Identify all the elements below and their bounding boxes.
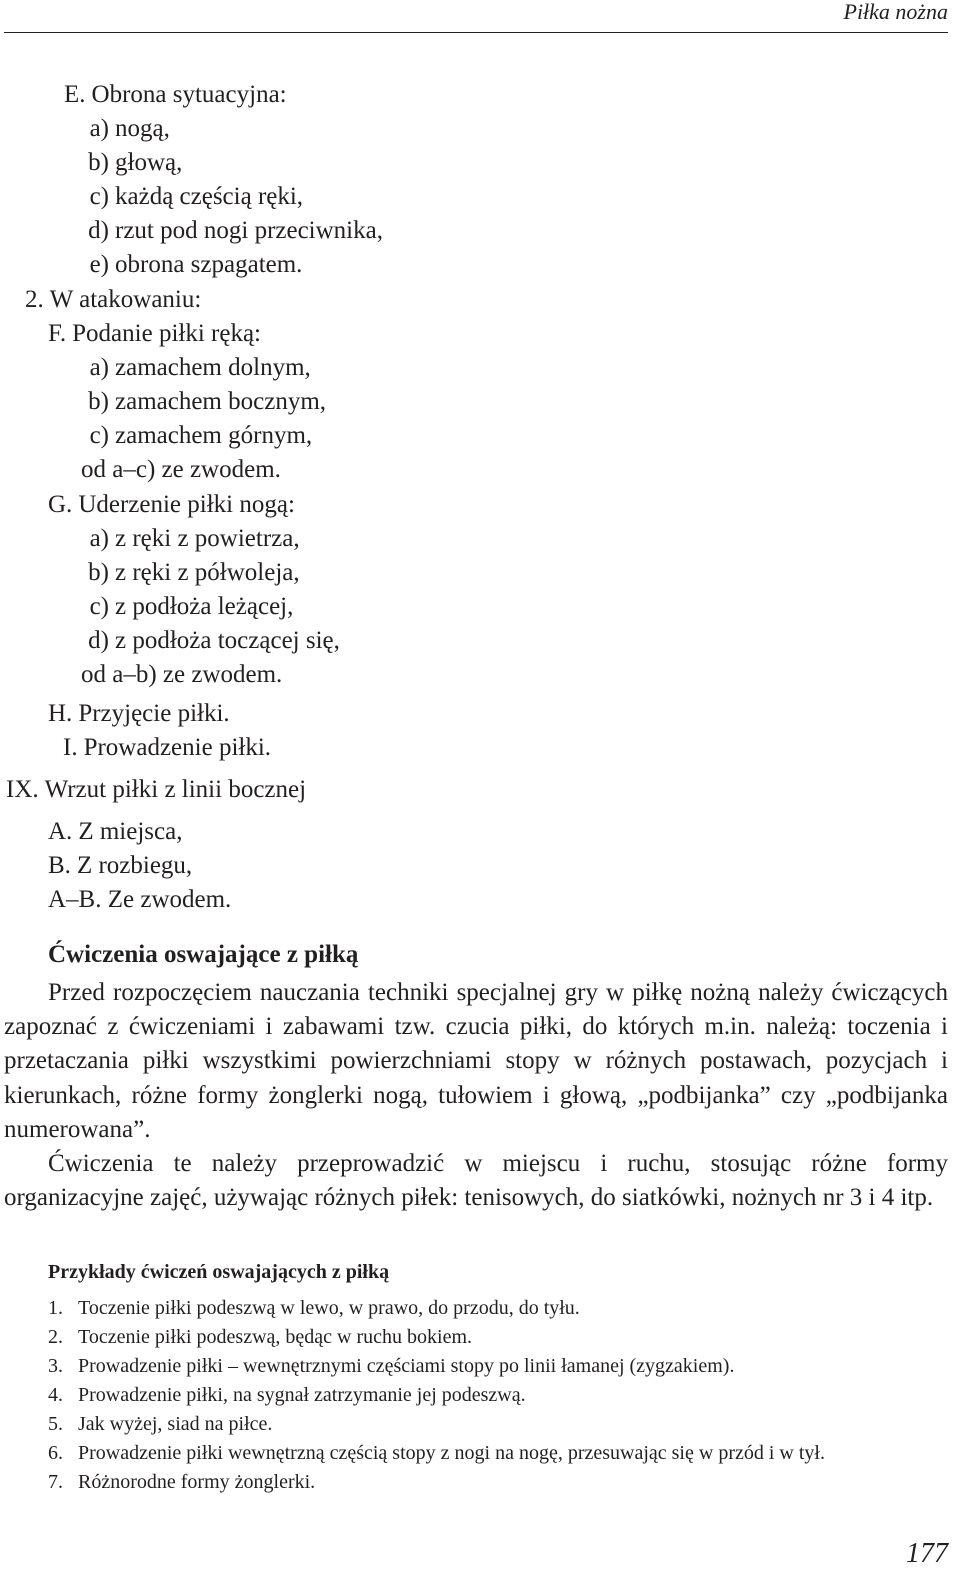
- outline-line: [81, 148, 182, 178]
- outline-text: z podłoża leżącej,: [115, 593, 294, 620]
- outline-line: [48, 699, 230, 729]
- example-item: [48, 1412, 272, 1436]
- outline-text: głową,: [115, 149, 183, 176]
- example-number: 4.: [48, 1384, 63, 1406]
- outline-line: [81, 182, 303, 212]
- outline-line: [6, 775, 306, 805]
- outline-line: [81, 387, 326, 417]
- example-number: 7.: [48, 1471, 63, 1493]
- outline-text: zamachem dolnym,: [115, 354, 311, 381]
- outline-marker: IX.: [6, 776, 39, 803]
- outline-line: [81, 660, 282, 690]
- page-number: 177: [906, 1538, 948, 1569]
- outline-marker: b): [88, 559, 109, 586]
- paragraph-1-text: Przed rozpoczęciem nauczania techniki specjalnej gry w piłkę nożną należy ćwiczących zapoznać z ćwiczeniami i zabawami tzw. czucia piłki, do których m.in. należą: toczenia i przetaczania piłki wszystkimi powierzchniami stopy w różnych postawach, pozycjach i kierunkach, różne formy żonglerki nogą, tułowiem i głową, „podbijanka” czy „podbijanka numerowana”.: [4, 979, 948, 1143]
- example-text: Toczenie piłki podeszwą, będąc w ruchu bokiem.: [78, 1326, 473, 1348]
- outline-text: Prowadzenie piłki.: [83, 734, 272, 761]
- outline-line: [48, 490, 295, 520]
- header-divider: [4, 32, 948, 33]
- outline-line: [81, 524, 300, 554]
- example-text: Prowadzenie piłki, na sygnał zatrzymanie jej podeszwą.: [78, 1384, 526, 1406]
- outline-marker: H.: [48, 700, 73, 727]
- outline-text: Podanie piłki ręką:: [72, 320, 261, 347]
- outline-line: [81, 250, 302, 280]
- outline-line: [81, 114, 170, 144]
- outline-text: rzut pod nogi przeciwnika,: [115, 217, 383, 244]
- outline-marker: d): [88, 217, 109, 244]
- example-number: 6.: [48, 1442, 63, 1464]
- outline-line: [81, 455, 281, 485]
- paragraph-2-text: Ćwiczenia te należy przeprowadzić w miejscu i ruchu, stosując różne formy organizacyjne zajęć, używając różnych piłek: tenisowych, do siatkówki, nożnych nr 3 i 4 itp.: [4, 1150, 948, 1212]
- outline-marker: c): [89, 183, 109, 210]
- outline-marker: a): [89, 525, 109, 552]
- example-text: Toczenie piłki podeszwą w lewo, w prawo, do przodu, do tyłu.: [78, 1297, 580, 1319]
- outline-text: Z rozbiegu,: [76, 852, 193, 879]
- outline-marker: B.: [48, 852, 71, 879]
- outline-line: [48, 885, 231, 915]
- outline-text: Uderzenie piłki nogą:: [78, 491, 295, 518]
- outline-text: z ręki z powietrza,: [115, 525, 300, 552]
- outline-text: od a–c) ze zwodem.: [81, 456, 281, 483]
- outline-text: zamachem bocznym,: [115, 388, 327, 415]
- section-heading: Ćwiczenia oswajające z piłką: [48, 941, 359, 968]
- example-text: Różnorodne formy żonglerki.: [78, 1471, 316, 1493]
- outline-text: Przyjęcie piłki.: [78, 700, 230, 727]
- outline-line: [81, 558, 300, 588]
- outline-marker: I.: [63, 734, 78, 761]
- example-item: [48, 1441, 825, 1465]
- paragraph-1: [4, 976, 948, 1147]
- outline-marker: a): [89, 354, 109, 381]
- example-number: 1.: [48, 1297, 63, 1319]
- outline-line: [81, 216, 383, 246]
- outline-marker: d): [88, 627, 109, 654]
- outline-text: Z miejsca,: [78, 818, 183, 845]
- examples-heading: Przykłady ćwiczeń oswajających z piłką: [48, 1261, 390, 1283]
- outline-line: [81, 592, 293, 622]
- outline-marker: G.: [48, 491, 73, 518]
- example-text: Prowadzenie piłki – wewnętrznymi częściami stopy po linii łamanej (zygzakiem).: [78, 1355, 735, 1377]
- example-item: [48, 1325, 472, 1349]
- example-item: [48, 1383, 526, 1407]
- outline-marker: c): [89, 593, 109, 620]
- outline-marker: E.: [64, 81, 86, 108]
- outline-line: [25, 285, 201, 315]
- outline-text: z podłoża toczącej się,: [115, 627, 340, 654]
- outline-marker: e): [89, 251, 109, 278]
- outline-text: A–B. Ze zwodem.: [48, 886, 232, 913]
- outline-marker: 2.: [25, 286, 44, 313]
- outline-marker: b): [88, 149, 109, 176]
- outline-text: od a–b) ze zwodem.: [81, 661, 283, 688]
- outline-line: [81, 421, 312, 451]
- example-text: Prowadzenie piłki wewnętrzną częścią stopy z nogi na nogę, przesuwając się w przód i w tył.: [78, 1442, 825, 1464]
- outline-text: każdą częścią ręki,: [115, 183, 304, 210]
- outline-marker: A.: [48, 818, 73, 845]
- outline-line: [48, 319, 261, 349]
- outline-text: Wrzut piłki z linii bocznej: [44, 776, 307, 803]
- example-number: 5.: [48, 1413, 63, 1435]
- outline-text: Obrona sytuacyjna:: [91, 81, 287, 108]
- outline-line: [48, 851, 192, 881]
- paragraph-2: [4, 1147, 948, 1215]
- outline-text: W atakowaniu:: [49, 286, 202, 313]
- outline-text: obrona szpagatem.: [115, 251, 303, 278]
- outline-line: [48, 817, 182, 847]
- outline-line: [81, 353, 311, 383]
- outline-marker: F.: [48, 320, 67, 347]
- outline-line: [63, 733, 271, 763]
- example-item: [48, 1296, 580, 1320]
- outline-line: [64, 80, 287, 110]
- example-number: 3.: [48, 1355, 63, 1377]
- example-number: 2.: [48, 1326, 63, 1348]
- example-item: [48, 1470, 315, 1494]
- outline-marker: a): [89, 115, 109, 142]
- outline-text: nogą,: [115, 115, 170, 142]
- outline-text: zamachem górnym,: [115, 422, 313, 449]
- example-text: Jak wyżej, siad na piłce.: [78, 1413, 273, 1435]
- running-header-title: Piłka nożna: [843, 0, 948, 24]
- example-item: [48, 1354, 734, 1378]
- outline-marker: b): [88, 388, 109, 415]
- outline-marker: c): [89, 422, 109, 449]
- outline-text: z ręki z półwoleja,: [115, 559, 300, 586]
- outline-line: [81, 626, 340, 656]
